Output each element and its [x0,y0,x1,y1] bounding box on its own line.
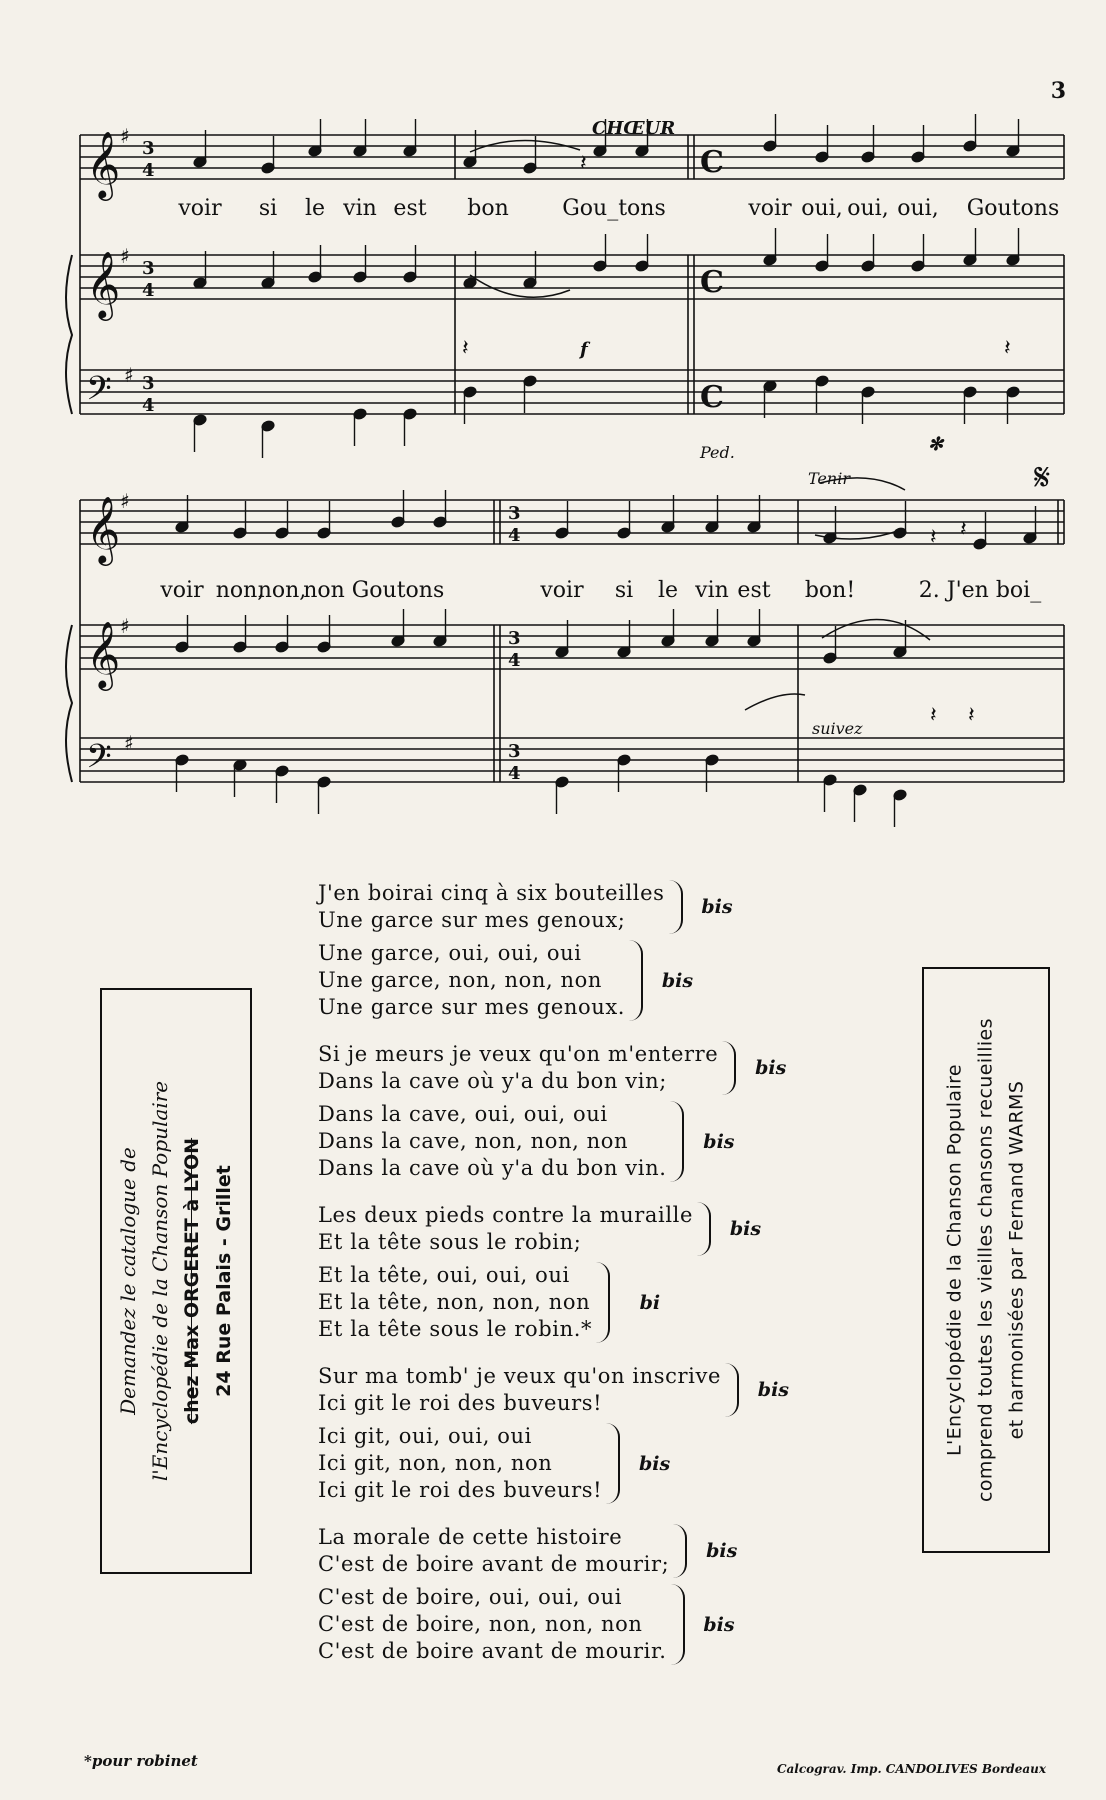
stanza [318,880,838,1027]
stanza [318,1363,838,1510]
lyric-syllable: non, [257,578,307,603]
suivez-mark: suivez [812,719,863,738]
verse-line: Ici git, non, non, non [318,1451,553,1475]
svg-text:4: 4 [508,763,521,784]
piano-treble-staff-2 [80,625,1064,669]
lyric-syllable: bon! [804,578,856,603]
lyric-syllable: Gou_tons [562,196,666,221]
svg-text:4: 4 [142,160,155,181]
lyric-syllable: 2. J'en boi_ [918,578,1042,603]
tenir-mark: Tenir [808,469,850,488]
svg-text:♯: ♯ [120,614,130,638]
treble-clef-icon: 𝄞 [86,250,121,318]
verse-line: Ici git le roi des buveurs! [318,1478,603,1502]
lyric-syllable: est [393,196,427,221]
treble-clef-icon: 𝄞 [86,495,121,563]
piano-bass-staff-1 [80,370,1064,414]
lyric-syllable: voir [748,196,792,221]
verse-group [318,1041,787,1095]
rest-icon: 𝄽 [580,151,587,176]
verse-line: Et la tête sous le robin.* [318,1317,593,1341]
stanza [318,1041,838,1188]
catalogue-box [100,988,252,1574]
bis-mark: bis [706,1540,738,1562]
lyric-syllable: Goutons [351,578,445,603]
svg-text:♯: ♯ [124,363,134,387]
bis-mark: bis [703,1613,735,1636]
lyric-syllable: bon [467,196,509,221]
bis-mark: bis [757,1379,789,1401]
verse-line: C'est de boire avant de mourir; [318,1552,670,1576]
rest-icon: 𝄽 [960,517,967,542]
voice-staff-2 [80,500,1064,544]
lyric-syllable: non, [215,578,265,603]
verse-group [318,1524,738,1578]
verse-line: Dans la cave, non, non, non [318,1129,629,1153]
svg-text:4: 4 [508,650,521,671]
verse-line: Et la tête sous le robin; [318,1230,582,1254]
verse-line: Et la tête, non, non, non [318,1290,591,1314]
bis-mark: bis [701,896,733,918]
encyclopedia-line-3: et harmonisées par Fernand WARMS [1005,1080,1028,1440]
bis-mark: bis [729,1218,762,1240]
verse-group [318,880,733,934]
verse-line: Sur ma tomb' je veux qu'on inscrive [318,1364,721,1388]
verse-line: Les deux pieds contre la muraille [318,1203,694,1227]
bis-mark: bis [661,969,694,992]
svg-text:3: 3 [508,628,521,649]
catalogue-line-4: 24 Rue Palais - Grillet [213,1165,235,1397]
treble-clef-icon: 𝄞 [86,130,121,198]
verse-line: Si je meurs je veux qu'on m'enterre [318,1042,719,1066]
verse-line: Dans la cave où y'a du bon vin; [318,1069,667,1093]
encyclopedia-line-1: L'Encyclopédie de la Chanson Populaire [943,1063,966,1457]
dynamic-forte: f [580,339,588,360]
lyric-syllable: si [258,196,278,221]
svg-text:3: 3 [142,258,155,279]
verse-line: Et la tête, oui, oui, oui [318,1263,570,1287]
chorus-label: CHŒUR [592,118,676,139]
lyric-syllable: le [657,578,679,603]
encyclopedia-line-2: comprend toutes les vieilles chansons recueillies [974,1018,997,1502]
verse-line: C'est de boire avant de mourir. [318,1639,667,1663]
lyric-syllable: oui, [847,196,889,221]
catalogue-line-3: chez Max ORGERET à LYON [181,1137,203,1425]
verse-line: C'est de boire, oui, oui, oui [318,1585,623,1609]
svg-text:4: 4 [142,280,155,301]
verse-group [318,1202,762,1256]
verse-line: Une garce sur mes genoux. [318,995,626,1019]
verse-line: Une garce, non, non, non [318,968,603,992]
encyclopedia-box [922,967,1050,1553]
verse-line: Une garce sur mes genoux; [318,908,626,932]
svg-text:♯: ♯ [120,489,130,513]
lyric-syllable: oui, [801,196,843,221]
svg-text:♯: ♯ [124,731,134,755]
svg-text:C: C [700,265,724,300]
bis-mark: bis [703,1130,735,1153]
verses [318,880,838,1685]
verse-group [318,1101,735,1182]
lyric-syllable: si [614,578,634,603]
svg-text:3: 3 [142,138,155,159]
verse-line: C'est de boire, non, non, non [318,1612,643,1636]
catalogue-line-2: l'Encyclopédie de la Chanson Populaire [148,1080,172,1482]
lyric-syllable: le [304,196,326,221]
svg-text:C: C [700,145,724,180]
printer-credit: Calcograv. Imp. CANDOLIVES Bordeaux [776,1762,1046,1776]
bis-mark: bis [755,1057,787,1079]
verse-line: Dans la cave, oui, oui, oui [318,1102,608,1126]
svg-text:4: 4 [508,525,521,546]
lyric-syllable: voir [160,578,204,603]
treble-clef-icon: 𝄞 [86,620,121,688]
lyric-syllable: est [737,578,771,603]
lyric-syllable: voir [178,196,222,221]
bis-mark: bis [638,1452,671,1475]
lyric-syllable: vin [695,578,729,603]
lyric-syllable: oui, [897,196,939,221]
lyric-syllable: vin [343,196,377,221]
rest-icon: 𝄽 [462,336,469,361]
rest-icon: 𝄽 [930,525,937,550]
svg-text:♯: ♯ [120,124,130,148]
catalogue-line-1: Demandez le catalogue de [116,1147,140,1415]
pedal-mark: Ped. [700,443,735,462]
verse-line: Ici git, oui, oui, oui [318,1424,532,1448]
page-number: 3 [1050,78,1066,104]
pedal-release-icon: ✻ [928,434,944,455]
verse-line: La morale de cette histoire [318,1525,623,1549]
svg-text:♯: ♯ [120,244,130,268]
bass-clef-icon: 𝄢 [86,370,112,416]
verse-line: J'en boirai cinq à six bouteilles [318,881,665,905]
verse-group [318,940,694,1021]
verse-group [318,1363,789,1417]
stanza [318,1202,838,1349]
piano-bass-staff-2 [80,738,1064,782]
verse-line: Ici git le roi des buveurs! [318,1391,603,1415]
segno-icon: 𝄋 [1034,455,1051,499]
stanza [318,1524,838,1671]
verse-line: Une garce, oui, oui, oui [318,941,582,965]
verse-group [318,1262,661,1343]
footnote: *pour robinet [84,1752,198,1770]
rest-icon: 𝄽 [968,703,975,728]
svg-text:4: 4 [142,395,155,416]
bis-mark: bi [639,1291,661,1314]
verse-group [318,1423,671,1504]
verse-group [318,1584,735,1665]
svg-text:3: 3 [142,373,155,394]
bass-clef-icon: 𝄢 [86,738,112,784]
svg-text:3: 3 [508,503,521,524]
svg-text:3: 3 [508,741,521,762]
lyric-syllable: voir [540,578,584,603]
rest-icon: 𝄽 [1004,336,1011,361]
lyric-syllable: Goutons [966,196,1060,221]
rest-icon: 𝄽 [930,703,937,728]
lyric-syllable: non [303,578,345,603]
svg-text:C: C [700,380,724,415]
verse-line: Dans la cave où y'a du bon vin. [318,1156,667,1180]
